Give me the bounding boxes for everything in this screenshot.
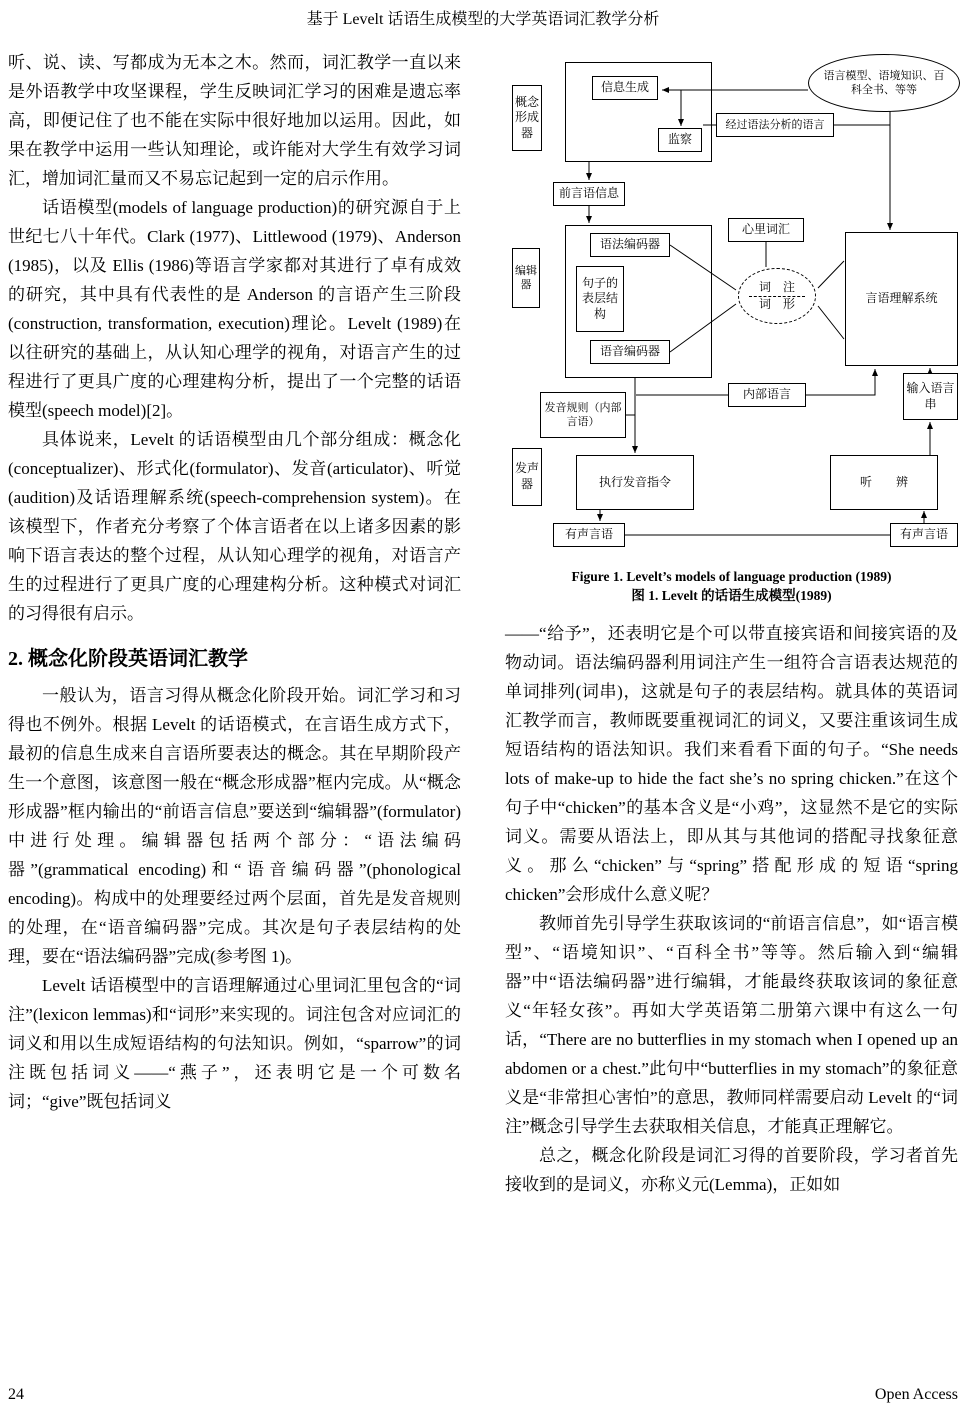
page-footer — [8, 1386, 958, 1404]
audition-box: 听 辨 — [830, 455, 938, 510]
paragraph: 教师首先引导学生获取该词的“前语言信息”，如“语言模型”、“语境知识”、“百科全书”等等。然后输入到“编辑器”中“语法编码器”进行编辑，才能最终获取该词的象征意义“年轻女孩”。再如大学英语第二册第六课中有这么一句话，“There are no butterflies in my stomach when I opened up an abdomen or a chest.”此句中“butterflies in my stomach”的象征意义是“非常担心害怕”的意思，教师同样需要启动 Levelt 的“词注”概念引导学生去获取相关信息，才能真正理解它。 — [505, 914, 958, 1136]
lexeme-label: 词 形 — [749, 296, 805, 313]
phonetic-plan-box: 发音规则（内部言语） — [540, 392, 626, 438]
parsed-speech-box: 经过语法分析的语言 — [716, 113, 834, 137]
surface-structure-box: 句子的表层结构 — [576, 266, 624, 332]
lemma-lexeme-ellipse — [738, 268, 816, 324]
section-heading: 2. 概念化阶段英语词汇教学 — [8, 648, 248, 670]
preverbal-message-box: 前言语信息 — [553, 182, 625, 206]
paragraph: Levelt 话语模型中的言语理解通过心里词汇里包含的“词注”(lexicon lemmas)和“词形”来实现的。词注包含对应词汇的词义和用以生成短语结构的句法知识。例如，“sparrow”的词注既包括词义——“燕子”，还表明它是一个可数名词；“give”既包括词义 — [8, 976, 461, 1111]
knowledge-ellipse: 语言模型、语境知识、百科全书、等等 — [808, 54, 960, 112]
grammatical-encoder-box: 语法编码器 — [590, 233, 670, 257]
paragraph: 具体说来，Levelt 的话语模型由几个部分组成：概念化(conceptualizer)、形式化(formulator)、发音(articulator)、听觉(audition)及话语理解系统(speech-comprehension system)。在该模型下，作者充分考察了个体言语者在以上诸多因素的影响下语言表达的整个过程，从认知心理学的视角，对语言产生的过程进行了更具广度的心理建构分析。这种模式对词汇的习得很有启示。 — [8, 430, 461, 623]
two-column-body — [8, 48, 958, 1199]
phonological-encoder-box: 语音编码器 — [590, 340, 670, 364]
page-number: 24 — [8, 1386, 24, 1403]
right-column — [505, 48, 958, 1199]
paragraph: 听、说、读、写都成为无本之木。然而，词汇教学一直以来是外语教学中攻坚课程，学生反映词汇学习的困难是遗忘率高，即便记住了也不能在实际中很好地加以运用。因此，如果在教学中运用一些认知理论，或许能对大学生有效学习词汇，增加词汇量而又不易忘记起到一定的启示作用。 — [8, 53, 461, 188]
comprehension-system-box: 言语理解系统 — [845, 232, 958, 366]
lemma-label: 词 注 — [758, 279, 795, 294]
mental-lexicon-box: 心里词汇 — [728, 218, 804, 242]
conceptualizer-box: 概念形成器 — [512, 85, 542, 151]
paragraph: ——“给予”，还表明它是个可以带直接宾语和间接宾语的及物动词。语法编码器利用词注产生一组符合言语表达规范的单词排列(词串)，这就是句子的表层结构。就具体的英语词汇教学而言，教师既要重视词汇的词义，又要注重该词生成短语结构的语法知识。我们来看看下面的句子。“She needs lots of make-up to hide the fact she’s no spring chicken.”在这个句子中“chicken”的基本含义是“小鸡”，这显然不是它的实际词义。需要从语法上，即从其与其他词的搭配寻找象征意义。那么“chicken”与“spring”搭配形成的短语“spring chicken”会形成什么意义呢？ — [505, 624, 958, 904]
formulator-box: 编辑器 — [512, 248, 540, 308]
paragraph: 一般认为，语言习得从概念化阶段开始。词汇学习和习得也不例外。根据 Levelt 的话语模式，在言语生成方式下，最初的信息生成来自言语所要表达的概念。其在早期阶段产生一个意图，该意图一般在“概念形成器”框内完成。从“概念形成器”框内输出的“前语言信息”要送到“编辑器”(formulator)中进行处理。编辑器包括两个部分：“语法编码器”(grammatical encoding)和“语音编码器”(phonological encoding)。构成中的处理要经过两个层面，首先是发音规则的处理，在“语音编码器”完成。其次是句子表层结构的处理，要在“语法编码器”完成(参考图 1)。 — [8, 686, 461, 966]
internal-speech-box: 内部语言 — [728, 383, 806, 407]
figure-caption-chinese: 图 1. Levelt 的话语生成模型(1989) — [631, 588, 832, 603]
monitor-box: 监察 — [658, 128, 702, 152]
left-column — [8, 48, 461, 1199]
paragraph: 话语模型(models of language production)的研究源自于上世纪七八十年代。Clark (1977)、Littlewood (1979)、Anderson (1985)，以及 Ellis (1986)等语言学家都对其进行了卓有成效的研究，其中具有代表性的是 Anderson 的言语产生三阶段(construction, transformation, execution)理论。Levelt (1989)在以往研究的基础上，从认知心理学的视角，对语言产生的过程进行了更具广度的心理建构分析，提出了一个完整的话语模型(speech model)[2]。 — [8, 198, 461, 420]
figure-caption-english: Figure 1. Levelt’s models of language production (1989) — [571, 569, 892, 584]
figure-levelt-model — [505, 52, 960, 559]
overt-speech-right-box: 有声言语 — [890, 523, 958, 547]
execute-articulation-box: 执行发音指令 — [576, 455, 694, 510]
info-generation-box: 信息生成 — [592, 76, 658, 100]
overt-speech-left-box: 有声言语 — [553, 523, 625, 547]
articulator-box: 发声器 — [512, 448, 542, 506]
paragraph: 总之，概念化阶段是词汇习得的首要阶段，学习者首先接收到的是词义，亦称义元(Lemma)，正如如 — [505, 1146, 958, 1194]
page-header-title: 基于 Levelt 话语生成模型的大学英语词汇教学分析 — [306, 11, 660, 28]
open-access-label: Open Access — [874, 1386, 958, 1403]
input-string-box: 输入语言串 — [903, 373, 958, 420]
